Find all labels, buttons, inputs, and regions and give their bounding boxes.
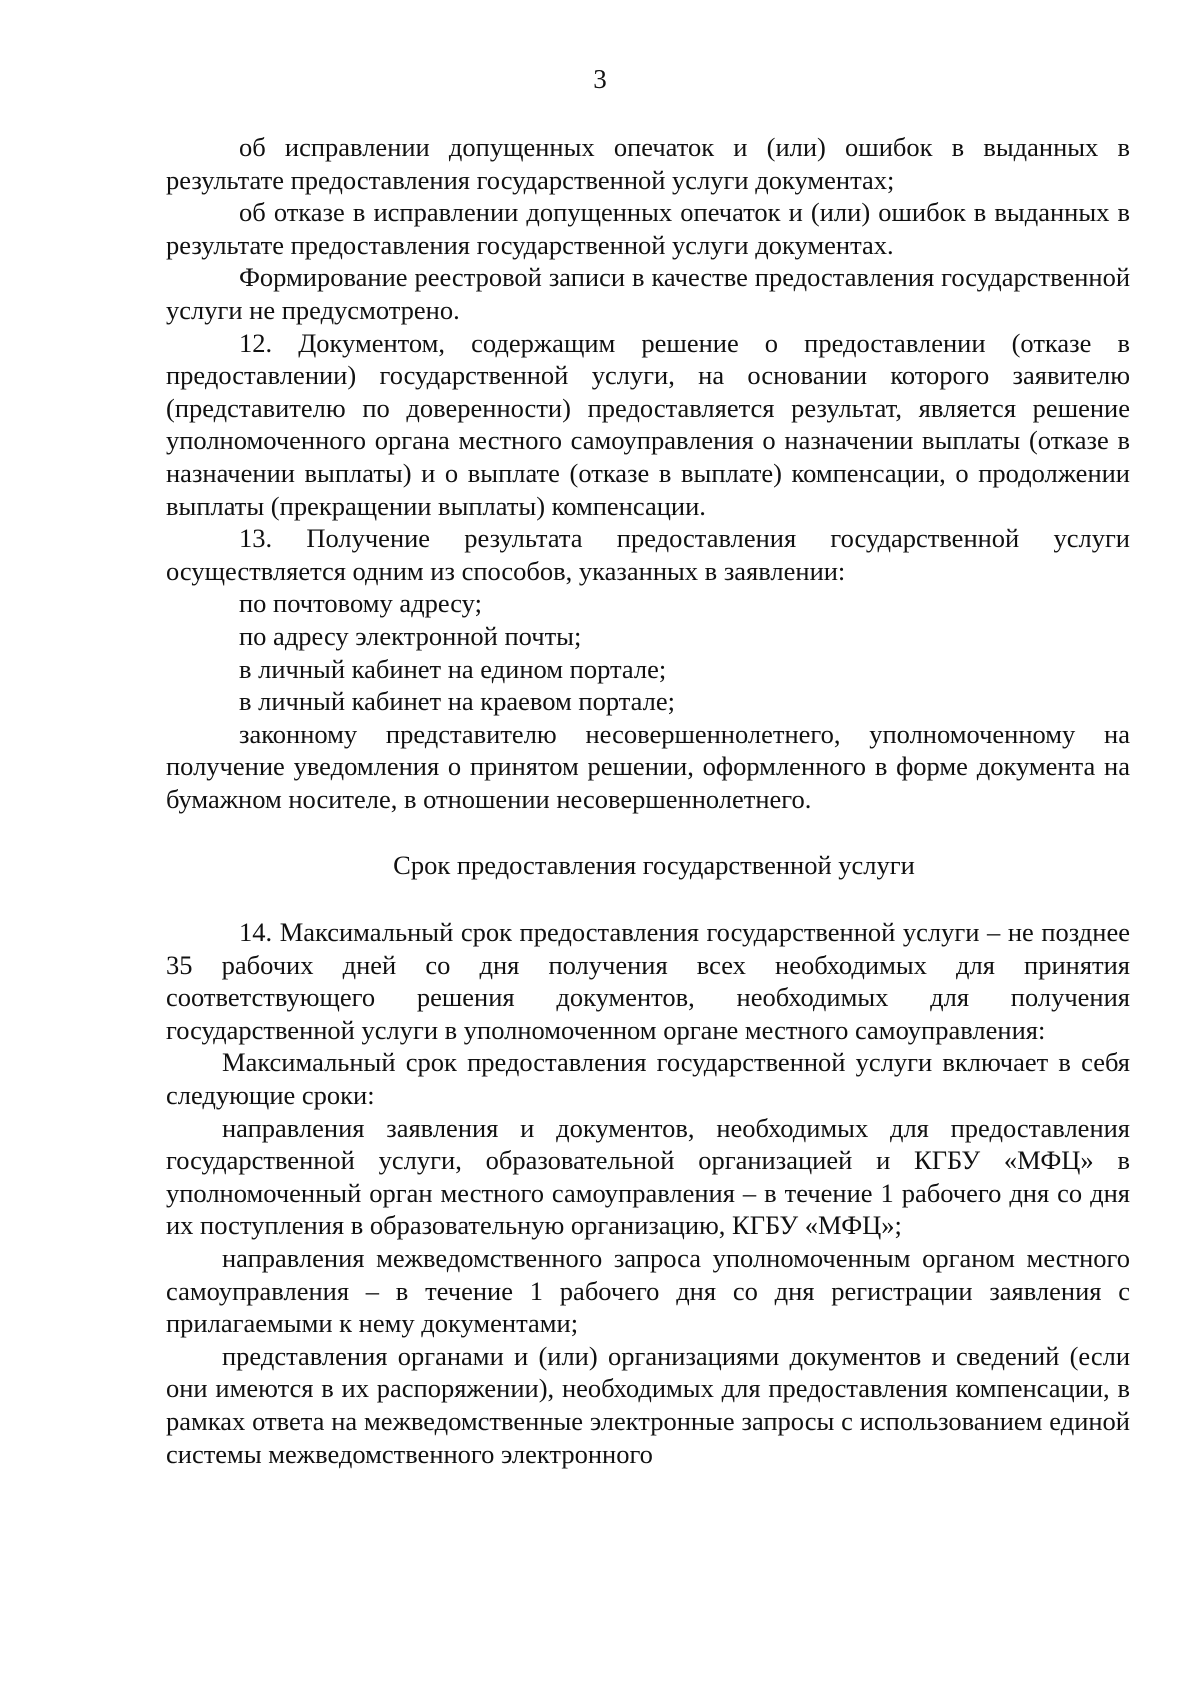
paragraph-corrections-refusal: об отказе в исправлении допущенных опечаток и (или) ошибок в выданных в результате предоставления государственной услуги документах. (166, 197, 1130, 260)
paragraph-13: 13. Получение результата предоставления государственной услуги осуществляется одним из способов, указанных в заявлении: (166, 523, 1130, 586)
paragraph-14: 14. Максимальный срок предоставления государственной услуги – не позднее 35 рабочих дней со дня получения всех необходимых для принятия соответствующего решения документов, необходимых для получения государственной услуги в уполномоченном органе местного самоуправления: (166, 917, 1130, 1045)
list-item-legal-representative: законному представителю несовершеннолетнего, уполномоченному на получение уведомления о принятом решении, оформленного в форме документа на бумажном носителе, в отношении несовершеннолетнего. (166, 718, 1130, 814)
list-item-postal: по почтовому адресу; (239, 588, 482, 619)
list-item-regional-portal: в личный кабинет на краевом портале; (239, 686, 675, 717)
spacer (166, 815, 1130, 849)
paragraph-term-application-sending: направления заявления и документов, необходимых для предоставления государственной услуги, образовательной организацией и КГБУ «МФЦ» в уполномоченный орган местного самоуправления – в течение 1 рабочего дня со дня их поступления в образовательную организацию, КГБУ «МФЦ»; (166, 1112, 1130, 1241)
section-heading: Срок предоставления государственной услуги (393, 850, 915, 881)
paragraph-registry-record: Формирование реестровой записи в качестве предоставления государственной услуги не предусмотрено. (166, 262, 1130, 325)
document-body (166, 131, 1130, 1470)
paragraph-max-term-includes: Максимальный срок предоставления государственной услуги включает в себя следующие сроки: (166, 1047, 1130, 1111)
spacer (166, 882, 1130, 916)
list-item-email: по адресу электронной почты; (239, 620, 582, 651)
paragraph-corrections-result: об исправлении допущенных опечаток и (или) ошибок в выданных в результате предоставления государственной услуги документах; (166, 132, 1130, 195)
list-item-unified-portal: в личный кабинет на едином портале; (239, 653, 667, 684)
paragraph-12: 12. Документом, содержащим решение о предоставлении (отказе в предоставлении) государственной услуги, на основании которого заявителю (представителю по доверенности) предоставляется результат, является решение уполномоченного органа местного самоуправления о назначении выплаты (отказе в назначении выплаты) и о выплате (отказе в выплате) компенсации, о продолжении выплаты (прекращении выплаты) компенсации. (166, 327, 1130, 521)
page-number: 3 (593, 64, 607, 94)
paragraph-term-interagency-request: направления межведомственного запроса уполномоченным органом местного самоуправления – в течение 1 рабочего дня со дня регистрации заявления с прилагаемыми к нему документами; (166, 1243, 1130, 1339)
paragraph-term-documents-provision: представления органами и (или) организациями документов и сведений (если они имеются в их распоряжении), необходимых для предоставления компенсации, в рамках ответа на межведомственные электронные запросы с использованием единой системы межведомственного электронного (166, 1340, 1130, 1469)
